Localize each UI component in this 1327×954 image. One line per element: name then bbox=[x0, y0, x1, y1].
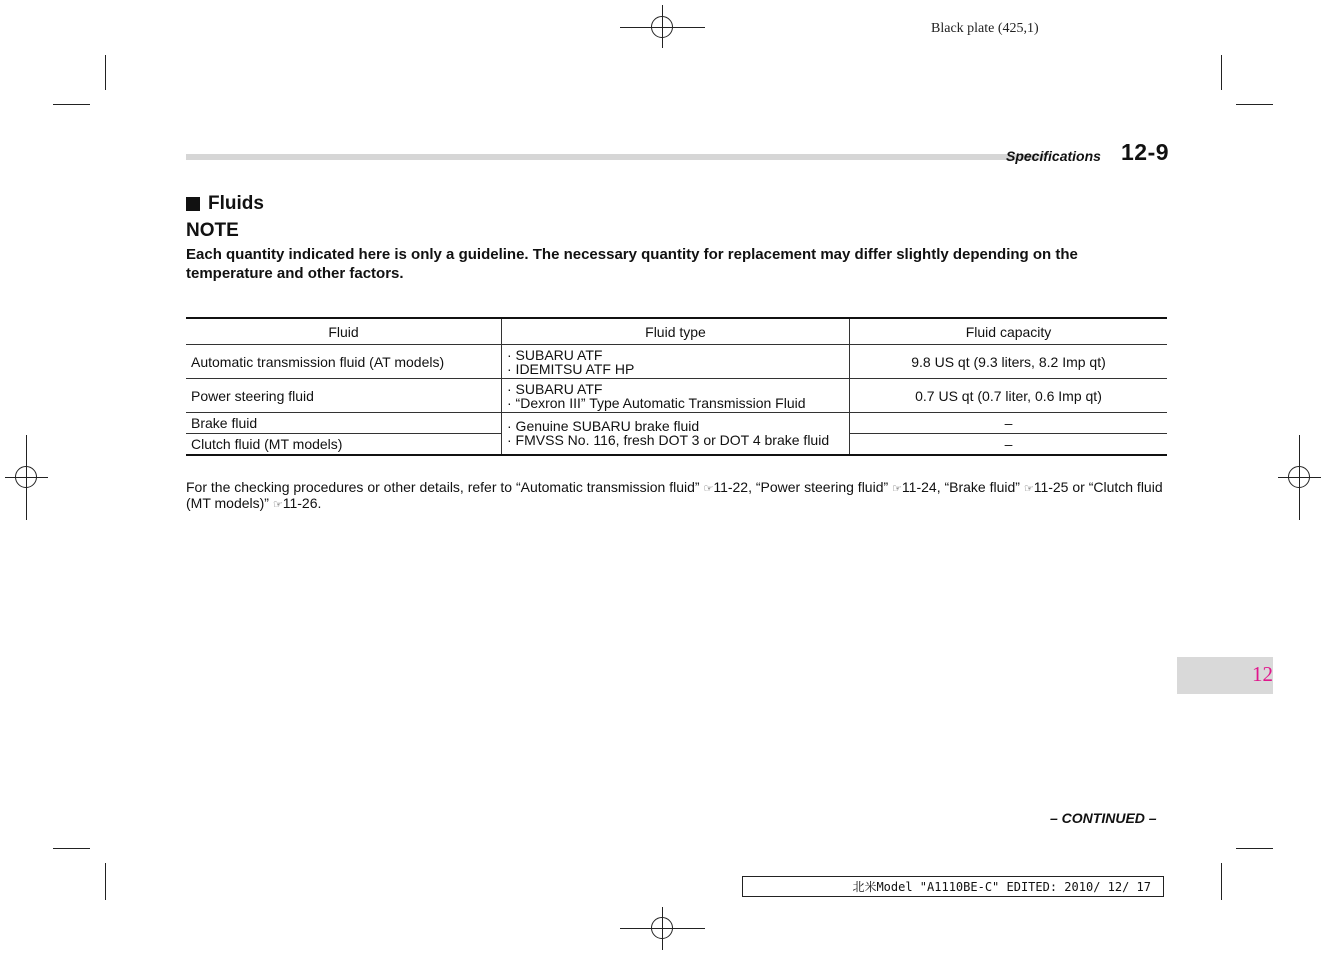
type-line: · SUBARU ATF bbox=[507, 380, 603, 397]
cell-fluid: Clutch fluid (MT models) bbox=[186, 434, 502, 455]
header-rule bbox=[186, 154, 1046, 160]
filled-square-icon bbox=[186, 197, 200, 211]
cell-capacity: – bbox=[850, 413, 1168, 434]
section-title bbox=[186, 193, 264, 215]
section-title-text: Fluids bbox=[208, 193, 264, 214]
chapter-tab bbox=[1177, 657, 1273, 694]
footnote-text: For the checking procedures or other details, refer to “Automatic transmission fluid” bbox=[186, 479, 704, 495]
cell-fluid: Brake fluid bbox=[186, 413, 502, 434]
header-section-name: Specifications bbox=[1006, 148, 1101, 164]
table-row bbox=[186, 413, 1167, 434]
type-line: · FMVSS No. 116, fresh DOT 3 or DOT 4 brake fluid bbox=[507, 432, 830, 449]
col-header-fluid: Fluid bbox=[186, 318, 502, 345]
footnote bbox=[186, 480, 1171, 512]
chapter-tab-number: 12 bbox=[1252, 662, 1273, 686]
continued-label: – CONTINUED – bbox=[1050, 810, 1157, 826]
plate-label: Black plate (425,1) bbox=[931, 21, 1039, 36]
footnote-text: 11-26. bbox=[282, 495, 322, 511]
edit-info: 北米Model "A1110BE-C" EDITED: 2010/ 12/ 17 bbox=[742, 876, 1164, 897]
table-row bbox=[186, 345, 1167, 379]
note-heading: NOTE bbox=[186, 220, 239, 241]
page-ref-icon: ☞ bbox=[892, 483, 902, 495]
footnote-text: 11-22, “Power steering fluid” bbox=[713, 479, 893, 495]
cell-fluid: Automatic transmission fluid (AT models) bbox=[186, 345, 502, 379]
footnote-text: 11-24, “Brake fluid” bbox=[901, 479, 1024, 495]
type-line: · “Dexron III” Type Automatic Transmission Fluid bbox=[507, 394, 806, 411]
table-row bbox=[186, 379, 1167, 413]
header-page-number: 12-9 bbox=[1121, 139, 1170, 165]
col-header-fluid-capacity: Fluid capacity bbox=[850, 318, 1168, 345]
table-header-row bbox=[186, 318, 1167, 345]
fluids-table bbox=[186, 317, 1167, 456]
cell-fluid-type bbox=[502, 379, 850, 413]
type-line: · IDEMITSU ATF HP bbox=[507, 360, 635, 377]
note-text: Each quantity indicated here is only a guideline. The necessary quantity for replacement may differ slightly depending on the temperature and other factors. bbox=[186, 246, 1078, 282]
col-header-fluid-type: Fluid type bbox=[502, 318, 850, 345]
footnote-text: 11-25 or “Clutch fluid (MT models)” bbox=[186, 479, 1163, 511]
cell-fluid-type-shared bbox=[502, 413, 850, 455]
type-line: · SUBARU ATF bbox=[507, 346, 603, 363]
cell-fluid: Power steering fluid bbox=[186, 379, 502, 413]
page-ref-icon: ☞ bbox=[1023, 483, 1034, 495]
cell-capacity: – bbox=[850, 434, 1168, 455]
page-ref-icon: ☞ bbox=[703, 483, 714, 495]
cell-capacity: 0.7 US qt (0.7 liter, 0.6 Imp qt) bbox=[850, 379, 1168, 413]
type-line: · Genuine SUBARU brake fluid bbox=[507, 418, 700, 435]
cell-capacity: 9.8 US qt (9.3 liters, 8.2 Imp qt) bbox=[850, 345, 1168, 379]
cell-fluid-type bbox=[502, 345, 850, 379]
page-ref-icon: ☞ bbox=[272, 499, 283, 511]
